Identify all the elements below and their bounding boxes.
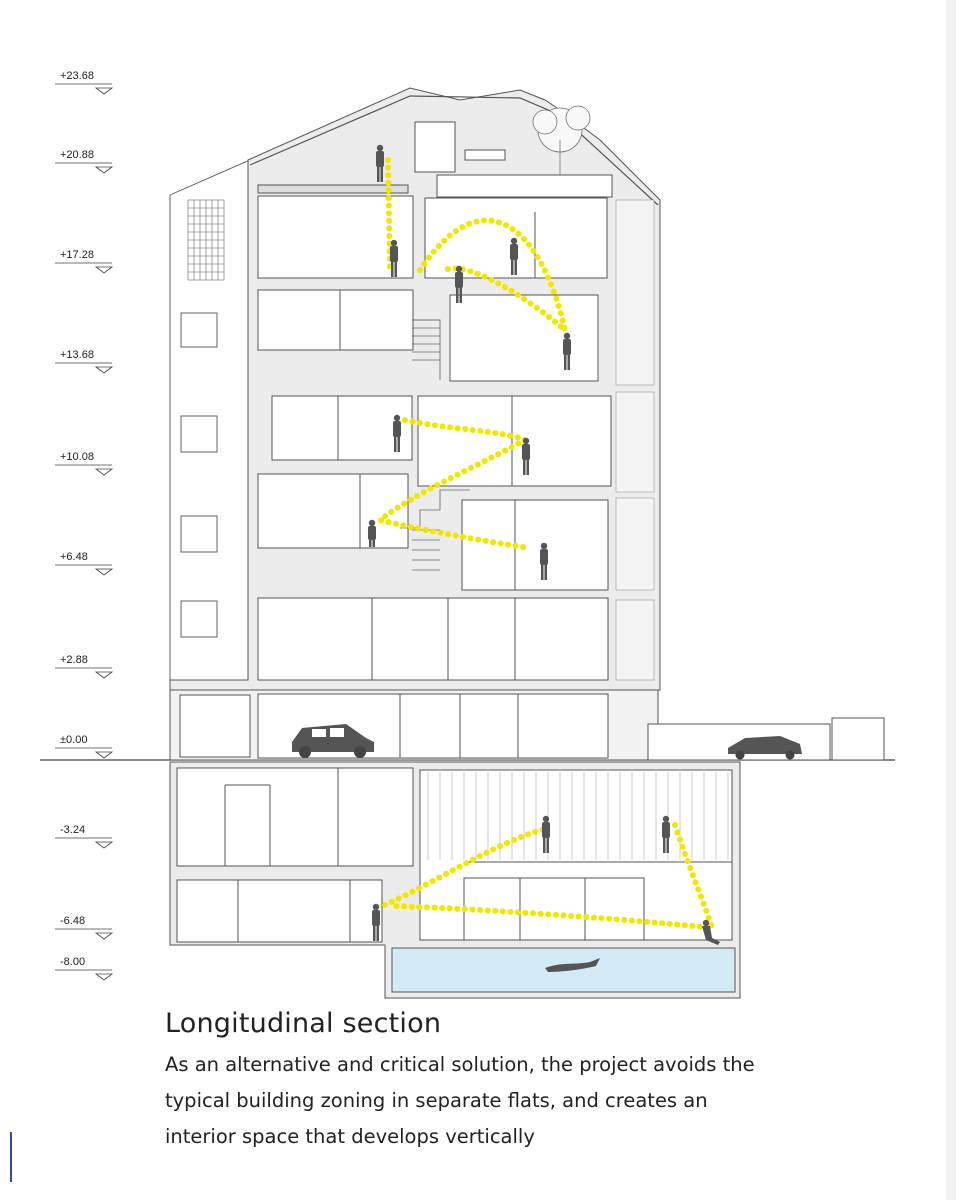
level-marker: [55, 349, 112, 373]
level-label: +13.68: [60, 349, 94, 361]
level-marker: [55, 149, 112, 173]
level-marker: [55, 824, 112, 848]
level-label: +2.88: [60, 654, 88, 666]
level-label: +20.88: [60, 149, 94, 161]
level-marker: [55, 451, 112, 475]
window-grid-icon: [188, 200, 224, 280]
level-label: -3.24: [60, 824, 86, 836]
caption-body: As an alternative and critical solution, the project avoids the typical building zoning in separate flats, and creates an interior space that develops vertically: [165, 1053, 755, 1148]
level-label: ±0.00: [60, 734, 88, 746]
level-marker: [55, 249, 112, 273]
window: [181, 516, 217, 552]
page-edge: [946, 0, 956, 1200]
level-label: -6.48: [60, 915, 86, 927]
level-marker: [55, 70, 112, 94]
louvre-facade: [616, 200, 654, 680]
window: [181, 313, 217, 347]
level-markers: [55, 70, 112, 980]
caption-title: Longitudinal section: [165, 1008, 442, 1039]
level-label: +17.28: [60, 249, 94, 261]
level-marker: [55, 734, 112, 758]
window: [181, 416, 217, 452]
level-label: +6.48: [60, 551, 88, 563]
level-marker: [55, 915, 112, 939]
level-label: +10.08: [60, 451, 94, 463]
level-marker: [55, 551, 112, 575]
caption: [165, 1008, 885, 1155]
level-marker: [55, 654, 112, 678]
neighbouring-building: [170, 160, 250, 680]
window: [181, 601, 217, 637]
left-margin-rule: [10, 1132, 12, 1182]
basement: [170, 762, 740, 998]
level-label: -8.00: [60, 956, 86, 968]
level-label: +23.68: [60, 70, 94, 82]
level-marker: [55, 956, 112, 980]
